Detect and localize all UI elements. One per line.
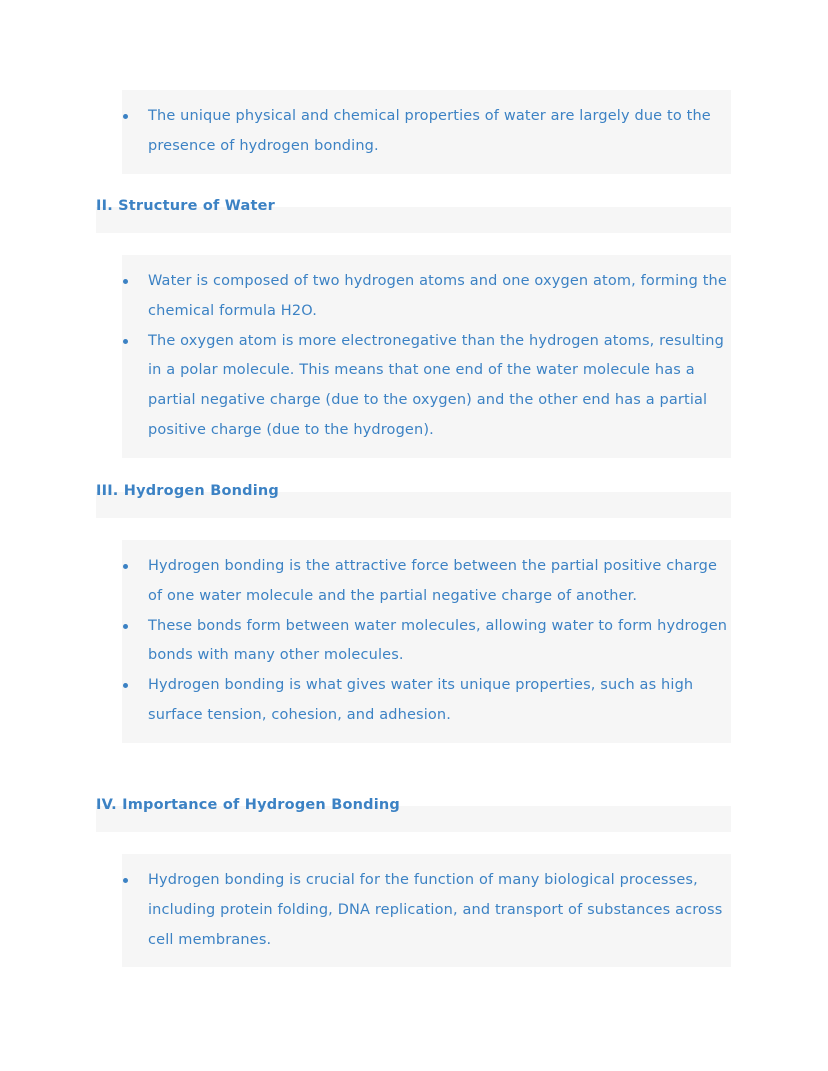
list-item-text: Hydrogen bonding is what gives water its unique properties, such as high surface tension, cohesion, and adhesion. bbox=[148, 677, 694, 723]
bullet-block bbox=[122, 255, 731, 458]
list-item bbox=[122, 102, 731, 162]
bullet-dot-icon bbox=[123, 624, 128, 629]
bullet-list bbox=[122, 866, 731, 955]
bullet-list bbox=[122, 102, 731, 162]
list-item-text: Water is composed of two hydrogen atoms and one oxygen atom, forming the chemical formula H2O. bbox=[148, 273, 727, 319]
bullet-dot-icon bbox=[123, 564, 128, 569]
bullet-list bbox=[122, 267, 731, 446]
section-heading-label: IV. Importance of Hydrogen Bonding bbox=[96, 797, 400, 813]
section-heading-label: II. Structure of Water bbox=[96, 198, 275, 214]
bullet-block bbox=[122, 854, 731, 967]
bullet-dot-icon bbox=[123, 114, 128, 119]
list-item bbox=[122, 612, 731, 672]
bullet-dot-icon bbox=[123, 878, 128, 883]
section-heading-label: III. Hydrogen Bonding bbox=[96, 483, 279, 499]
list-item-text: Hydrogen bonding is the attractive force between the partial positive charge of one water molecule and the partial negative charge of another. bbox=[148, 558, 718, 604]
bullet-dot-icon bbox=[123, 339, 128, 344]
list-item bbox=[122, 866, 731, 955]
list-item-text: The unique physical and chemical properties of water are largely due to the presence of hydrogen bonding. bbox=[148, 108, 711, 154]
bullet-block bbox=[122, 540, 731, 743]
list-item bbox=[122, 552, 731, 612]
list-item-text: The oxygen atom is more electronegative than the hydrogen atoms, resulting in a polar molecule. This means that one end of the water molecule has a partial negative charge (due to the oxygen) and the other end has a partial positive charge (due to the hydrogen). bbox=[148, 332, 724, 438]
bullet-dot-icon bbox=[123, 683, 128, 688]
section-heading bbox=[0, 481, 828, 501]
list-item-text: Hydrogen bonding is crucial for the function of many biological processes, including protein folding, DNA replication, and transport of substances across cell membranes. bbox=[148, 872, 723, 948]
list-item bbox=[122, 327, 731, 446]
section-heading bbox=[0, 795, 828, 815]
list-item bbox=[122, 671, 731, 731]
list-item-text: These bonds form between water molecules, allowing water to form hydrogen bonds with many other molecules. bbox=[148, 617, 728, 664]
bullet-dot-icon bbox=[123, 279, 128, 284]
section-heading bbox=[0, 196, 828, 216]
bullet-list bbox=[122, 552, 731, 731]
bullet-block bbox=[122, 90, 731, 174]
list-item bbox=[122, 267, 731, 327]
